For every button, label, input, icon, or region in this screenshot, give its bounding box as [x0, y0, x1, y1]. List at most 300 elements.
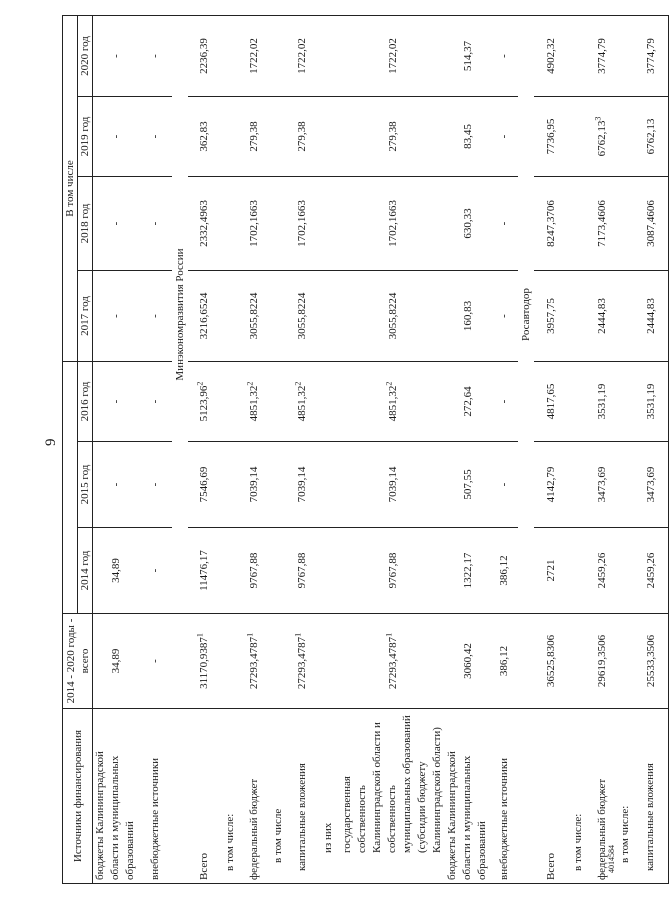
- row-value-text: 386,12: [498, 555, 510, 586]
- row-total: [316, 614, 340, 709]
- row-value-text: 2444,83: [644, 298, 657, 334]
- row-value-text: 7039,14: [248, 466, 260, 503]
- section-row: [518, 16, 534, 884]
- row-total-text: 3060,42: [461, 643, 474, 679]
- row-value: [93, 362, 139, 442]
- row-total-text: 34,89: [109, 648, 122, 674]
- row-value-text: -: [498, 314, 510, 318]
- row-value: [490, 362, 518, 442]
- row-label: [220, 709, 240, 884]
- row-value-text: 34,89: [109, 558, 122, 583]
- row-value: [445, 16, 490, 97]
- table-row: [316, 16, 340, 884]
- row-value: [138, 177, 172, 271]
- row-value: [490, 271, 518, 362]
- row-label-text: бюджеты Калининградской области и муниципальных образований: [446, 751, 488, 880]
- row-value-text: -: [498, 221, 510, 226]
- row-value-text: -: [498, 134, 510, 139]
- row-value: [634, 528, 668, 614]
- row-total: [268, 614, 288, 709]
- row-value-text: -: [149, 134, 161, 139]
- row-value-text: 362,83: [198, 121, 210, 152]
- row-value-text: 3055,8224: [248, 292, 260, 340]
- row-value: [93, 97, 139, 177]
- row-label-text: внебюджетные источники: [148, 757, 161, 880]
- row-value: [568, 362, 588, 442]
- row-value: [93, 271, 139, 362]
- row-value: [616, 442, 634, 528]
- table-row: [268, 16, 288, 884]
- row-value-text: -: [149, 399, 161, 404]
- row-total-text: 25533,3506: [644, 634, 657, 688]
- row-value-text: 2444,83: [596, 298, 608, 334]
- row-value: [445, 177, 490, 271]
- row-value: [616, 97, 634, 177]
- row-value-text: 3473,69: [596, 466, 608, 503]
- row-total: [534, 614, 568, 709]
- row-value: [93, 177, 139, 271]
- row-label: [138, 709, 172, 884]
- row-value: [340, 442, 445, 528]
- row-value-text: 8247,3706: [545, 200, 557, 247]
- table-row: [534, 16, 568, 884]
- row-label: [288, 709, 316, 884]
- row-value: [534, 442, 568, 528]
- row-value-text: -: [109, 221, 122, 226]
- row-value: [634, 16, 668, 97]
- row-value: [138, 16, 172, 97]
- row-value-text: -: [498, 482, 510, 487]
- row-value-text: 2721: [545, 559, 557, 582]
- row-total: [240, 614, 268, 709]
- row-value-text: 1722,02: [296, 38, 308, 74]
- footnote-marker: 1: [195, 633, 205, 638]
- row-value: [220, 177, 240, 271]
- row-value: [188, 271, 220, 362]
- row-value: [316, 177, 340, 271]
- row-label-text: из них: [321, 822, 334, 853]
- row-label: [172, 709, 188, 884]
- row-value-text: 4851,32: [248, 385, 260, 422]
- row-value: [634, 442, 668, 528]
- table-row: [445, 16, 490, 884]
- row-value-text: 9767,88: [248, 552, 260, 589]
- row-value: [634, 362, 668, 442]
- row-total: [172, 614, 188, 709]
- row-value: [534, 97, 568, 177]
- row-value: [568, 528, 588, 614]
- row-total: [288, 614, 316, 709]
- row-label-text: Всего: [544, 853, 557, 880]
- row-value: [268, 528, 288, 614]
- row-value: [588, 442, 616, 528]
- row-value-text: 2236,39: [198, 38, 210, 74]
- row-value: [188, 528, 220, 614]
- row-value-text: 2459,26: [596, 552, 608, 589]
- row-value-text: 9767,88: [386, 552, 399, 589]
- row-value: [288, 97, 316, 177]
- row-total: [445, 614, 490, 709]
- row-value: [316, 16, 340, 97]
- row-value-text: -: [149, 54, 161, 58]
- header-year: 2020 год: [78, 16, 93, 97]
- row-value: [240, 16, 268, 97]
- row-value-text: 279,38: [296, 121, 308, 152]
- financing-table: [62, 15, 669, 884]
- row-value-text: 514,37: [461, 40, 474, 72]
- row-value-text: 7173,4606: [596, 200, 608, 247]
- row-value-text: -: [109, 399, 122, 404]
- row-value: [188, 16, 220, 97]
- row-value: [268, 271, 288, 362]
- row-label: [518, 709, 534, 884]
- row-value: [340, 362, 445, 442]
- row-value: [534, 528, 568, 614]
- header-spacer: [63, 528, 78, 614]
- row-value: [588, 528, 616, 614]
- row-value: [240, 177, 268, 271]
- row-value: [288, 442, 316, 528]
- row-label: [616, 709, 634, 884]
- row-label: [534, 709, 568, 884]
- row-value: [138, 271, 172, 362]
- row-label-text: в том числе:: [571, 813, 584, 871]
- row-total: [490, 614, 518, 709]
- row-value-text: 3774,79: [644, 38, 657, 74]
- row-value: [288, 528, 316, 614]
- row-label-text: в том числе:: [618, 805, 631, 863]
- row-value: [268, 16, 288, 97]
- row-total-text: 36525,8306: [545, 634, 557, 688]
- row-value-text: 3216,6524: [198, 292, 210, 340]
- row-value: [288, 177, 316, 271]
- table-row: [634, 16, 668, 884]
- footnote-marker: 1: [245, 632, 255, 637]
- footnote-marker: 2: [195, 381, 205, 386]
- row-total: [93, 614, 139, 709]
- row-value: [588, 16, 616, 97]
- table-row: [340, 16, 445, 884]
- row-total: [616, 614, 634, 709]
- row-value: [240, 528, 268, 614]
- footnote-marker: 2: [383, 381, 393, 386]
- row-value-text: -: [109, 482, 122, 487]
- row-label: [240, 709, 268, 884]
- row-value: [288, 271, 316, 362]
- row-total: [634, 614, 668, 709]
- row-value: [568, 177, 588, 271]
- table-row: [93, 16, 139, 884]
- header-year: 2014 год: [78, 528, 93, 614]
- row-value: [240, 442, 268, 528]
- row-value: [316, 271, 340, 362]
- table-row: [588, 16, 616, 884]
- header-year: 2015 год: [78, 442, 93, 528]
- row-value-text: -: [149, 314, 161, 318]
- row-value: [634, 97, 668, 177]
- row-value: [568, 97, 588, 177]
- table-row: [288, 16, 316, 884]
- row-value: [93, 16, 139, 97]
- row-value-text: 3087,4606: [644, 200, 657, 247]
- row-value: [568, 442, 588, 528]
- row-value-text: -: [149, 568, 161, 573]
- row-value-text: 3055,8224: [386, 292, 399, 340]
- row-label: [93, 709, 139, 884]
- row-value: [268, 442, 288, 528]
- row-value-text: 1722,02: [386, 38, 399, 74]
- row-value: [188, 362, 220, 442]
- row-value-text: -: [109, 314, 122, 318]
- row-value: [288, 362, 316, 442]
- header-spacer: [63, 442, 78, 528]
- row-value-text: 630,33: [461, 208, 474, 239]
- row-value-text: 4851,32: [386, 385, 399, 422]
- table-row: [138, 16, 172, 884]
- row-total-text: 27293,4787: [248, 636, 260, 690]
- row-value-text: 3957,75: [545, 298, 557, 334]
- row-value-text: 6762,13: [596, 120, 608, 157]
- document-id: 4014584: [607, 845, 616, 873]
- section-title: [518, 16, 534, 614]
- row-value: [340, 97, 445, 177]
- row-value: [634, 177, 668, 271]
- row-value-text: 4142,79: [545, 466, 557, 503]
- row-value: [340, 16, 445, 97]
- row-total: [518, 614, 534, 709]
- row-label: [316, 709, 340, 884]
- table-row: [220, 16, 240, 884]
- row-value: [588, 97, 616, 177]
- row-value: [568, 16, 588, 97]
- footnote-marker: 1: [293, 632, 303, 637]
- row-value-text: 2332,4963: [198, 200, 210, 247]
- row-value: [340, 177, 445, 271]
- row-value: [288, 16, 316, 97]
- row-label-text: внебюджетные источники: [497, 757, 510, 880]
- row-value-text: 4902,32: [545, 38, 557, 74]
- row-value-text: 83,45: [461, 124, 474, 149]
- row-total-text: 27293,4787: [296, 636, 308, 690]
- row-value: [534, 362, 568, 442]
- row-value: [316, 97, 340, 177]
- row-label: [568, 709, 588, 884]
- row-value: [188, 177, 220, 271]
- row-value: [490, 177, 518, 271]
- row-value-text: 272,64: [461, 386, 474, 417]
- row-value: [268, 362, 288, 442]
- header-year: 2017 год: [78, 271, 93, 362]
- row-value-text: 7546,69: [198, 466, 210, 503]
- row-value: [445, 362, 490, 442]
- row-total: [588, 614, 616, 709]
- row-value: [138, 97, 172, 177]
- row-value: [490, 16, 518, 97]
- header-year: 2019 год: [78, 97, 93, 177]
- row-value: [220, 442, 240, 528]
- row-value: [220, 362, 240, 442]
- row-value-text: 5123,96: [198, 385, 210, 422]
- row-label-text: федеральный бюджет: [595, 778, 608, 880]
- row-value: [188, 442, 220, 528]
- row-label-text: государственная собственность Калининградской области и собственность муниципальных образований (субсидии бюджету Калининградской области): [341, 715, 443, 853]
- row-total-text: 31170,9387: [198, 637, 210, 689]
- row-value-text: 279,38: [386, 121, 399, 152]
- row-value: [93, 528, 139, 614]
- row-label: [445, 709, 490, 884]
- footnote-marker: 2: [293, 381, 303, 386]
- row-value: [634, 271, 668, 362]
- financing-table-rotated: [62, 16, 657, 884]
- header-group: В том числе: [63, 16, 78, 362]
- row-total-text: 386,12: [498, 645, 510, 677]
- row-value: [240, 271, 268, 362]
- row-value-text: 4817,65: [545, 383, 557, 420]
- row-label-text: в том числе: [271, 808, 284, 863]
- section-title-text: Росавтодор: [520, 288, 532, 341]
- row-value-text: 7736,95: [545, 118, 557, 155]
- row-value-text: 160,83: [461, 300, 474, 332]
- table-row: [568, 16, 588, 884]
- row-value: [445, 442, 490, 528]
- row-value: [220, 97, 240, 177]
- row-value: [616, 16, 634, 97]
- header-year: 2016 год: [78, 362, 93, 442]
- table-body: [93, 16, 669, 884]
- row-total: [220, 614, 240, 709]
- row-value-text: -: [109, 134, 122, 139]
- row-value: [445, 528, 490, 614]
- row-value-text: 3473,69: [644, 466, 657, 503]
- header-total: 2014 - 2020 годы - всего: [63, 614, 93, 709]
- row-value: [268, 177, 288, 271]
- row-total-text: 29619,3506: [596, 634, 608, 688]
- row-value: [588, 177, 616, 271]
- row-value: [534, 271, 568, 362]
- footnote-marker: 1: [383, 632, 393, 637]
- table-row: [490, 16, 518, 884]
- row-value-text: 11476,17: [198, 550, 210, 591]
- row-value-text: 6762,13: [644, 118, 657, 155]
- row-value: [138, 528, 172, 614]
- row-value: [268, 97, 288, 177]
- row-total: [340, 614, 445, 709]
- row-label-text: бюджеты Калининградской области и муниципальных образований: [94, 751, 136, 880]
- row-value-text: 4851,32: [296, 385, 308, 422]
- section-title: [172, 16, 188, 614]
- row-label: [490, 709, 518, 884]
- row-label-text: федеральный бюджет: [247, 778, 260, 880]
- row-label: [268, 709, 288, 884]
- row-value: [490, 528, 518, 614]
- row-value-text: 1722,02: [248, 38, 260, 74]
- row-label-text: капитальные вложения: [644, 763, 657, 871]
- row-value: [616, 362, 634, 442]
- row-total: [138, 614, 172, 709]
- row-label: [188, 709, 220, 884]
- row-value-text: 9767,88: [296, 552, 308, 589]
- row-value: [490, 442, 518, 528]
- row-value: [534, 177, 568, 271]
- row-value: [220, 528, 240, 614]
- page-number: 9: [43, 438, 59, 446]
- row-total-text: 27293,4787: [386, 636, 399, 690]
- row-label-text: в том числе:: [223, 813, 236, 871]
- row-value-text: -: [498, 54, 510, 58]
- row-value: [240, 97, 268, 177]
- section-row: [172, 16, 188, 884]
- row-value: [445, 97, 490, 177]
- row-value: [240, 362, 268, 442]
- row-value: [534, 16, 568, 97]
- row-value-text: -: [498, 399, 510, 404]
- row-value-text: -: [149, 221, 161, 226]
- row-value-text: 2459,26: [644, 552, 657, 589]
- table-row: [188, 16, 220, 884]
- row-value: [588, 271, 616, 362]
- row-total-text: -: [149, 659, 161, 663]
- row-value-text: 1702,1663: [296, 200, 308, 247]
- row-value: [588, 362, 616, 442]
- row-value: [616, 177, 634, 271]
- row-value: [138, 362, 172, 442]
- header-source: Источники финансирования: [63, 709, 93, 884]
- row-label-text: капитальные вложения: [295, 763, 308, 871]
- row-value-text: -: [149, 482, 161, 487]
- row-value: [445, 271, 490, 362]
- table-row: [240, 16, 268, 884]
- row-total: [568, 614, 588, 709]
- row-value: [340, 528, 445, 614]
- row-label: [634, 709, 668, 884]
- row-value: [316, 528, 340, 614]
- row-label: [340, 709, 445, 884]
- row-value-text: 7039,14: [296, 466, 308, 503]
- row-value: [220, 16, 240, 97]
- footnote-marker: 2: [245, 381, 255, 386]
- row-value-text: 1322,17: [461, 552, 474, 589]
- footnote-marker: 3: [593, 116, 603, 121]
- section-title-text: Минэкономразвития России: [174, 248, 186, 381]
- row-value: [220, 271, 240, 362]
- row-value: [490, 97, 518, 177]
- row-value: [616, 528, 634, 614]
- row-value: [188, 97, 220, 177]
- row-value: [340, 271, 445, 362]
- row-value: [316, 362, 340, 442]
- row-value: [138, 442, 172, 528]
- row-value-text: 507,55: [461, 469, 474, 500]
- row-value-text: 3531,19: [596, 383, 608, 420]
- row-value: [316, 442, 340, 528]
- row-value-text: 3531,19: [644, 383, 657, 420]
- row-total: [188, 614, 220, 709]
- table-row: [616, 16, 634, 884]
- row-value-text: 3774,79: [596, 38, 608, 74]
- row-value: [616, 271, 634, 362]
- row-value: [93, 442, 139, 528]
- header-spacer: [63, 362, 78, 442]
- row-value-text: 3055,8224: [296, 292, 308, 340]
- row-value-text: 1702,1663: [386, 200, 399, 247]
- row-value-text: 7039,14: [386, 466, 399, 503]
- row-value: [568, 271, 588, 362]
- row-value-text: 279,38: [248, 121, 260, 152]
- header-year: 2018 год: [78, 177, 93, 271]
- row-value-text: 1702,1663: [248, 200, 260, 247]
- row-label-text: Всего: [197, 853, 210, 880]
- row-value-text: -: [109, 54, 122, 58]
